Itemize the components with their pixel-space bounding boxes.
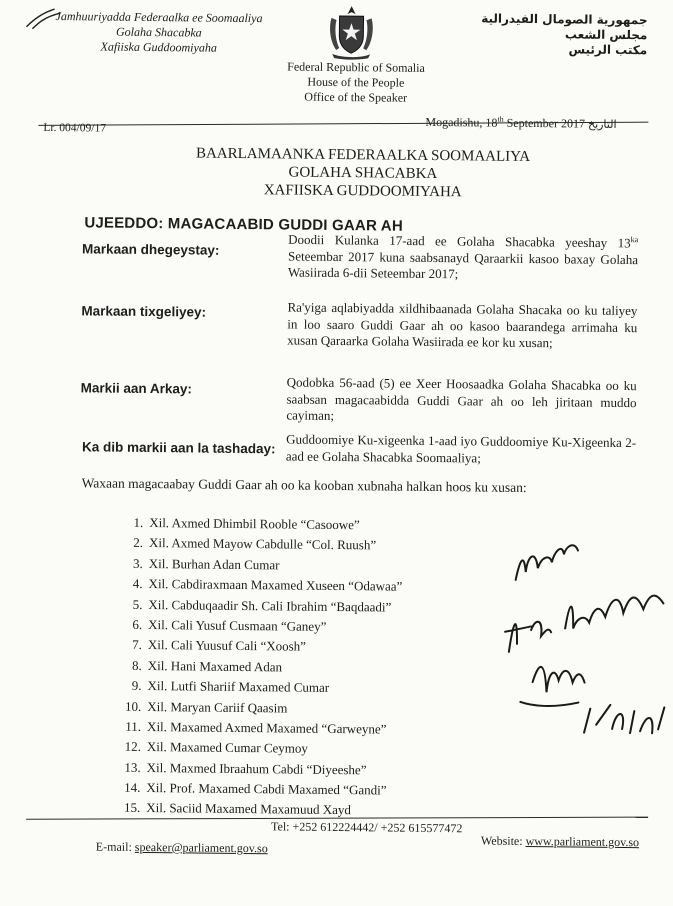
member-list — [120, 513, 403, 822]
member-name: Xil. Prof. Maxamed Cabdi Maxamed “Gandi” — [146, 780, 387, 798]
header-arabic-line-3: مكتب الرئيس — [568, 42, 648, 58]
list-item — [122, 594, 402, 617]
coat-of-arms-icon — [326, 4, 377, 61]
section-text-suffix: ka — [630, 235, 639, 245]
list-number: 2. — [133, 535, 144, 551]
title-line-3: XAFIISKA GUDDOOMIYAHA — [263, 182, 462, 201]
header-arabic — [481, 11, 648, 58]
section-label: Markaan dhegeystay: — [82, 241, 220, 258]
section-text: Qodobka 56-aad (5) ee Xeer Hoosaadka Golaha Shacabka oo ku saabsan magacaabidda Guddi Gaar ah oo leh jiritaan muddo cayiman; — [286, 374, 637, 423]
section-label: Markii aan Arkay: — [80, 380, 193, 397]
list-number: 15. — [123, 800, 141, 816]
member-name: Xil. Maxmed Ibraahum Cabdi “Diyeeshe” — [146, 759, 367, 778]
header-english-line-3: Office of the Speaker — [304, 89, 408, 105]
header-english-line-2: House of the People — [307, 74, 405, 90]
header-somali-line-1: Jamhuuriyadda Federaalka ee Soomaaliya — [55, 9, 263, 26]
footer-email-label: E-mail: — [95, 839, 135, 854]
list-number: 7. — [132, 637, 143, 653]
header-english-line-1: Federal Republic of Somalia — [287, 59, 425, 75]
list-number: 10. — [124, 698, 142, 714]
list-number: 11. — [125, 718, 142, 734]
member-name: Xil. Axmed Dhimbil Rooble “Casoowe” — [149, 515, 360, 533]
list-item — [123, 533, 403, 556]
list-item — [121, 717, 401, 740]
section-label: Ka dib markii aan la tashaday: — [81, 439, 276, 457]
section-label: Markaan tixgeliyey: — [81, 303, 207, 320]
list-item — [123, 554, 403, 577]
list-number: 3. — [132, 555, 143, 571]
list-item — [122, 615, 402, 638]
member-name: Xil. Maxamed Cumar Ceymoy — [146, 739, 308, 757]
subject-line: UJEEDDO: MAGACAABID GUDDI GAAR AH — [84, 214, 403, 235]
list-number: 8. — [131, 657, 142, 673]
member-name: Xil. Axmed Mayow Cabdulle “Col. Ruush” — [148, 535, 377, 553]
list-item — [120, 778, 400, 801]
title-line-1: BAARLAMAANKA FEDERAALKA SOOMAALIYA — [195, 145, 531, 166]
member-name: Xil. Maxamed Axmed Maxamed “Garweyne” — [147, 718, 387, 737]
header-somali — [26, 9, 291, 57]
section-text: Guddoomiye Ku-xigeenka 1-aad iyo Guddoomiye Ku-Xigeenka 2-aad ee Golaha Shacabka Soomaaliya; — [285, 431, 637, 466]
date-arabic-label: التاريخ — [587, 118, 617, 131]
header-english — [266, 59, 446, 106]
document-titles — [153, 144, 574, 202]
handwritten-annotation — [492, 532, 672, 754]
list-item — [122, 635, 402, 658]
member-name: Xil. Cali Yuusuf Cali “Xoosh” — [147, 637, 307, 655]
list-number: 13. — [124, 759, 141, 775]
section-text-part: Doodii Kulanka 17-aad ee Golaha Shacabka yeeshay 13 — [288, 231, 631, 251]
member-name: Xil. Maryan Cariif Qaasim — [147, 698, 288, 716]
footer-email-link[interactable]: speaker@parliament.gov.so — [134, 839, 268, 856]
header-somali-line-2: Golaha Shacabka — [115, 24, 202, 40]
list-item — [123, 513, 403, 536]
footer-website-label: Website: — [480, 833, 526, 849]
footer-website — [481, 834, 639, 851]
footer-website-link[interactable]: www.parliament.gov.so — [525, 834, 640, 850]
section-text: Ra'yiga aqlabiyadda xildhibaanada Golaha Shacaka oo ku taliyey in loo saaro Guddi Gaar ah oo kasoo baarandega arrimaha ku xusan Qaraarka Golaha Wasiirada ee kor ku xusan; — [287, 299, 638, 351]
section-text — [288, 228, 639, 284]
list-number: 6. — [132, 616, 143, 632]
intro-sentence: Waxaan magacaabay Guddi Gaar ah oo ka kooban xubnaha halkan hoos ku xusan: — [81, 475, 527, 495]
footer-phone: Tel: +252 612224442/ +252 615577472 — [270, 819, 463, 836]
member-name: Xil. Cabduqaadir Sh. Cali Ibrahim “Baqdaadi” — [148, 596, 392, 615]
list-number: 5. — [132, 596, 143, 612]
footer-email — [96, 840, 268, 857]
list-item — [121, 757, 401, 780]
date-month-year: September 2017 — [503, 115, 586, 131]
member-name: Xil. Cali Yusuf Cusmaan “Ganey” — [148, 616, 327, 634]
list-number: 9. — [131, 677, 142, 694]
section-text-part: Seteembar 2017 kuna saabsanayd Qaraarkii kasoo baxay Golaha Wasiirada 6-dii Seteembar 2017; — [287, 248, 639, 282]
member-name: Xil. Lutfi Shariif Maxamed Cumar — [147, 678, 330, 696]
member-name: Xil. Cabdiraxmaan Maxamed Xuseen “Odawaa” — [148, 576, 403, 594]
date-suffix: th — [497, 114, 504, 124]
reference-number: Lr. 004/09/17 — [43, 121, 107, 135]
list-number: 14. — [124, 779, 141, 796]
member-name: Xil. Hani Maxamed Adan — [147, 657, 283, 675]
list-number: 1. — [133, 514, 144, 530]
title-line-2: GOLAHA SHACABKA — [288, 164, 438, 183]
list-item — [122, 574, 402, 597]
list-item — [121, 696, 401, 719]
member-name: Xil. Burhan Adan Cumar — [148, 555, 280, 573]
list-number: 4. — [132, 576, 143, 592]
header-arabic-line-2: مجلس الشعب — [564, 27, 648, 43]
list-item — [121, 676, 401, 699]
list-number: 12. — [124, 739, 141, 755]
header-somali-line-3: Xafiiska Guddoomiyaha — [100, 39, 217, 55]
header-arabic-line-1: جمهورية الصومال الفيدرالية — [481, 11, 648, 28]
list-item — [121, 737, 401, 760]
list-item — [122, 655, 402, 678]
member-name: Xil. Saciid Maxamed Maxamuud Xayd — [146, 800, 352, 818]
date-day: Mogadishu, 18 — [425, 114, 498, 130]
